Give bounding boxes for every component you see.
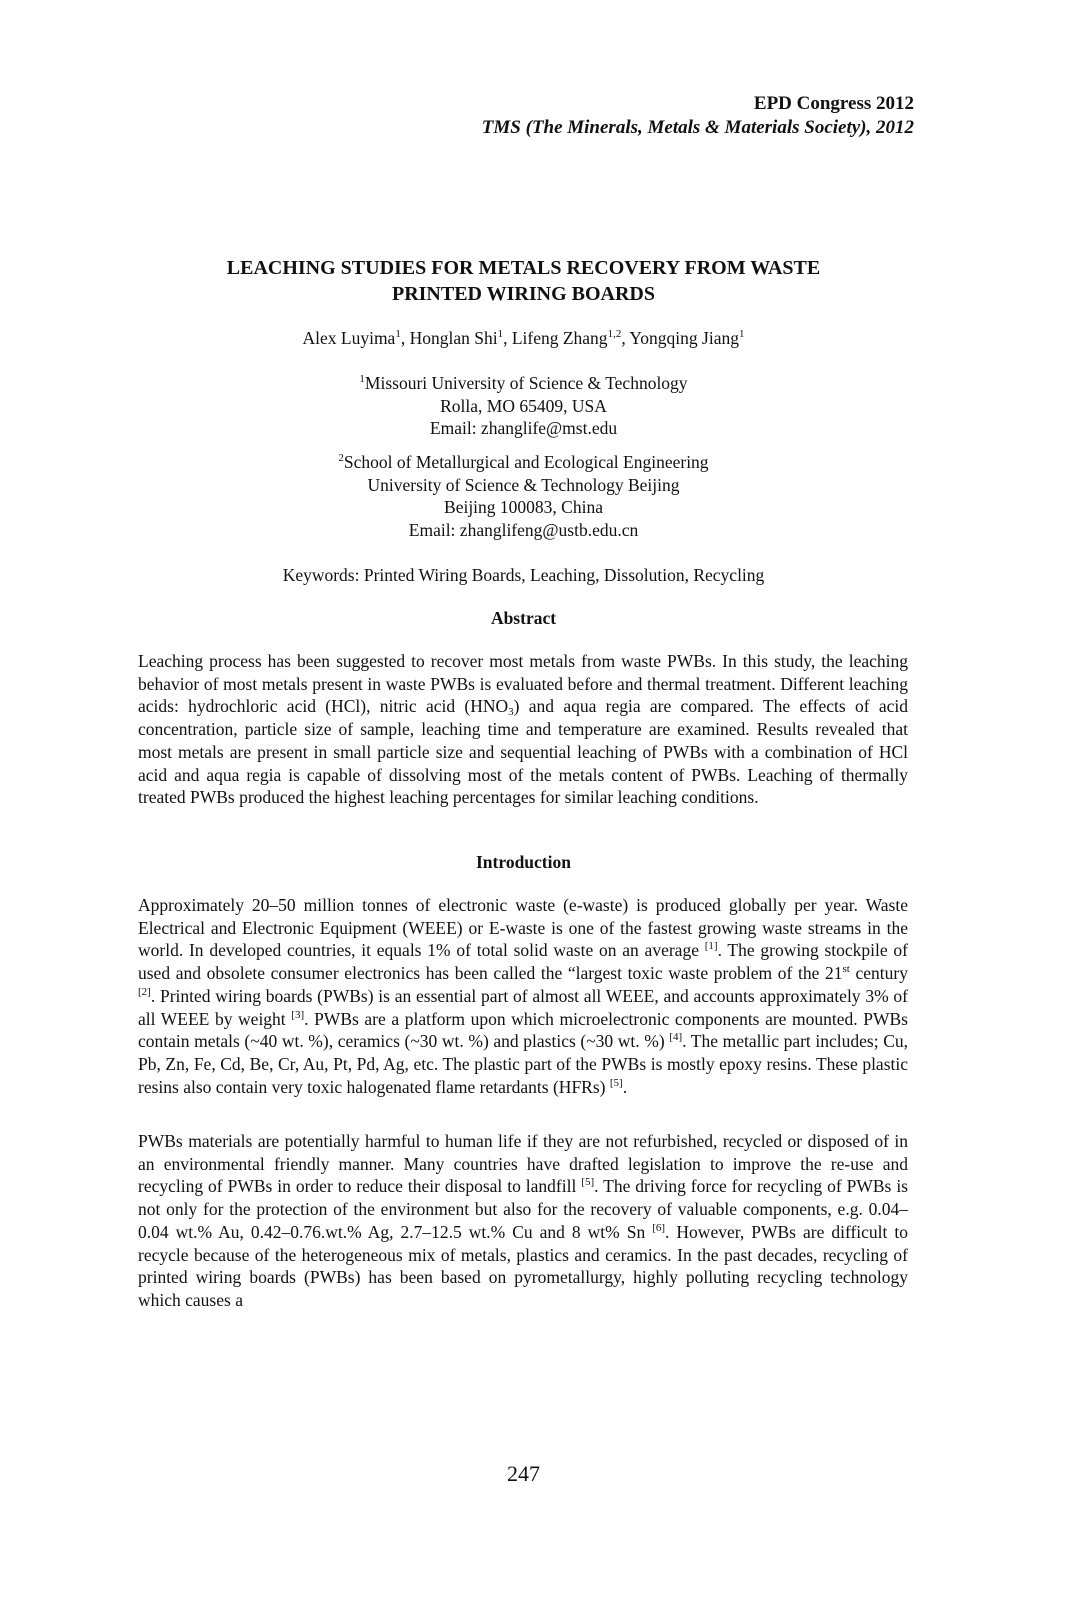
affiliation-email: Email: zhanglifeng@ustb.edu.cn xyxy=(408,519,639,540)
affiliation-2 xyxy=(140,451,907,541)
author-separator: , xyxy=(621,328,630,348)
affiliation-address: Rolla, MO 65409, USA xyxy=(440,395,607,416)
affiliation-mark: 1 xyxy=(359,373,365,385)
citation-ref: [6] xyxy=(652,1221,666,1234)
ordinal-suffix: st xyxy=(842,963,850,976)
author-affiliation-mark: 1 xyxy=(395,328,401,340)
author-separator: , xyxy=(503,328,512,348)
subscript: 3 xyxy=(508,706,514,719)
society-name: TMS (The Minerals, Metals & Materials Society), 2012 xyxy=(481,117,914,138)
affiliation-institution: University of Science & Technology Beijing xyxy=(367,474,680,495)
running-header xyxy=(482,92,914,140)
citation-ref: [1] xyxy=(704,940,718,953)
page-number: 247 xyxy=(507,1461,540,1486)
affiliation-name: School of Metallurgical and Ecological Engineering xyxy=(343,452,709,472)
abstract-text: Leaching process has been suggested to recover most metals from waste PWBs. In this study, the leaching behavior of most metals present in waste PWBs is evaluated before and thermal treatment. Different leaching acids: hydrochloric acid (HCl), nitric acid $(HNO_3)$ and aqua regia are compared. The effects of acid concentration, particle size of sample, leaching time and temperature are examined. Results revealed that most metals are present in small particle size and sequential leaching of PWBs with a combination of HCl acid and aqua regia is capable of dissolving most of the metals content of PWBs. Leaching of thermally treated PWBs produced the highest leaching percentages for similar leaching conditions. xyxy=(138,651,908,808)
introduction-paragraph-1: Approximately 20–50 million tonnes of electronic waste (e-waste) is produced globally per year. Waste Electrical and Electronic Equipment (WEEE) or E-waste is one of the fastest growing waste streams in the world. In developed countries, it equals 1% of total solid waste on an average [1]. The growing stockpile of used and obsolete consumer electronics has been called the “largest toxic waste problem of the 21st century [2]. Printed wiring boards (PWBs) is an essential part of almost all WEEE, and accounts approximately 3% of all WEEE by weight [3]. PWBs are a platform upon which microelectronic components are mounted. PWBs contain metals (~40 wt. %), ceramics (~30 wt. %) and plastics (~30 wt. %) [4]. The metallic part includes; Cu, Pb, Zn, Fe, Cd, Be, Cr, Au, Pt, Pd, Ag, etc. The plastic part of the PWBs is mostly epoxy resins. These plastic resins also contain very toxic halogenated flame retardants (HFRs) [5]. xyxy=(138,895,908,1097)
author-name: Alex Luyima xyxy=(302,328,396,348)
introduction-paragraph-2: PWBs materials are potentially harmful to human life if they are not refurbished, recycled or disposed of in an environmental friendly manner. Many countries have drafted legislation to improve the re-use and recycling of PWBs in order to reduce their disposal to landfill [5]. The driving force for recycling of PWBs is not only for the protection of the environment but also for the recovery of valuable components, e.g. 0.04–0.04 wt.% Au, 0.42–0.76.wt.% Ag, 2.7–12.5 wt.% Cu and 8 wt% Sn [6]. However, PWBs are difficult to recycle because of the heterogeneous mix of metals, plastics and ceramics. In the past decades, recycling of printed wiring boards (PWBs) has been based on pyrometallurgy, highly polluting recycling technology which causes a xyxy=(138,1131,909,1310)
citation-ref: [2] xyxy=(138,985,151,998)
citation-ref: [5] xyxy=(581,1176,595,1189)
citation-ref: [4] xyxy=(669,1031,683,1044)
author-affiliation-mark: 1 xyxy=(739,328,745,340)
author-name: Honglan Shi xyxy=(409,328,498,348)
abstract-heading: Abstract xyxy=(490,608,557,628)
citation-ref: [5] xyxy=(609,1076,623,1089)
introduction-heading: Introduction xyxy=(476,852,571,872)
paper-title xyxy=(140,255,907,307)
citation-ref: [3] xyxy=(291,1008,305,1021)
author-name: Yongqing Jiang xyxy=(629,328,739,348)
affiliation-email: Email: zhanglife@mst.edu xyxy=(429,418,618,438)
title-line-1: LEACHING STUDIES FOR METALS RECOVERY FROM WASTE xyxy=(226,257,821,279)
author-name: Lifeng Zhang xyxy=(511,328,608,348)
author-affiliation-mark: 1,2 xyxy=(607,328,622,340)
author-affiliation-mark: 1 xyxy=(497,328,504,340)
affiliation-1 xyxy=(140,372,907,440)
affiliation-address: Beijing 100083, China xyxy=(444,497,603,517)
author-separator: , xyxy=(400,328,410,348)
conference-name: EPD Congress 2012 xyxy=(753,93,914,114)
affiliation-mark: 2 xyxy=(338,452,344,464)
author-list xyxy=(140,327,907,349)
affiliation-name: Missouri University of Science & Technology xyxy=(364,373,688,393)
keywords: Keywords: Printed Wiring Boards, Leaching, Dissolution, Recycling xyxy=(282,565,765,585)
title-line-2: PRINTED WIRING BOARDS xyxy=(391,283,655,305)
